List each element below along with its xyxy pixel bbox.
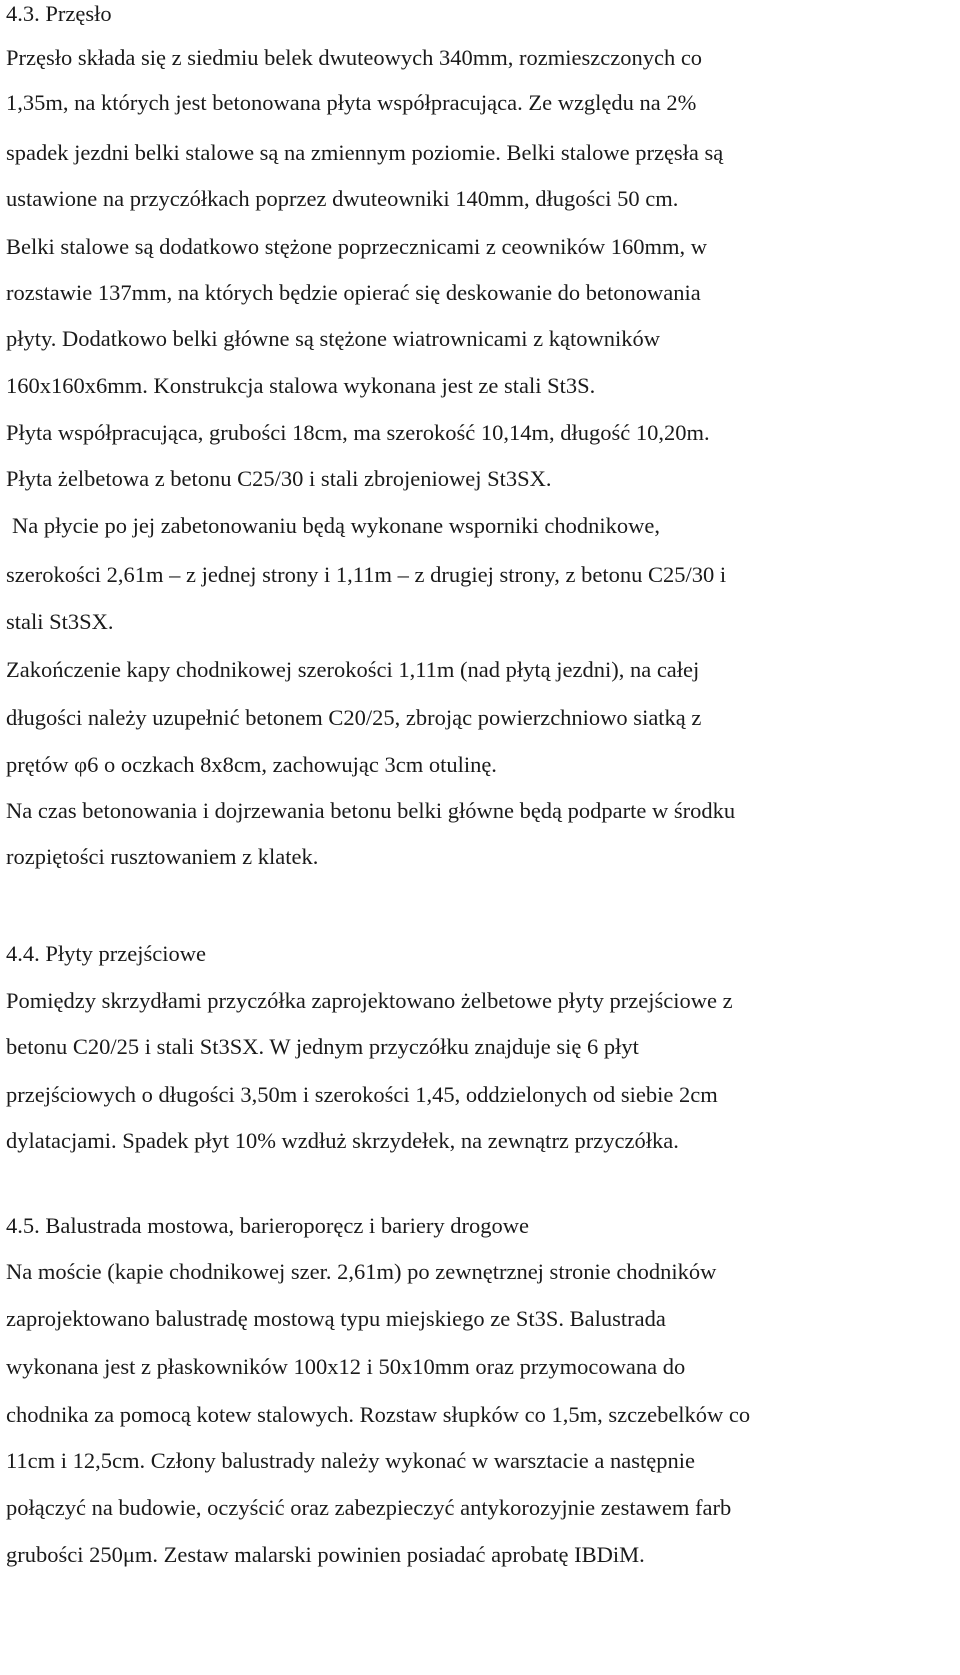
text-line: Przęsło składa się z siedmiu belek dwuteowych 340mm, rozmieszczonych co (6, 45, 703, 70)
text-line: dylatacjami. Spadek płyt 10% wzdłuż skrzydełek, na zewnątrz przyczółka. (6, 1128, 679, 1153)
text-line: Na czas betonowania i dojrzewania betonu belki główne będą podparte w środku (6, 798, 736, 823)
text-line: Płyta żelbetowa z betonu C25/30 i stali zbrojeniowej St3SX. (6, 466, 552, 491)
text-line: połączyć na budowie, oczyścić oraz zabezpieczyć antykorozyjnie zestawem farb (6, 1495, 732, 1520)
text-line: Belki stalowe są dodatkowo stężone poprzecznicami z ceowników 160mm, w (6, 234, 708, 259)
text-line: prętów φ6 o oczkach 8x8cm, zachowując 3cm otulinę. (6, 752, 497, 777)
text-line: 160x160x6mm. Konstrukcja stalowa wykonana jest ze stali St3S. (6, 373, 596, 398)
text-line: spadek jezdni belki stalowe są na zmiennym poziomie. Belki stalowe przęsła są (6, 140, 724, 165)
text-line: wykonana jest z płaskowników 100x12 i 50x10mm oraz przymocowana do (6, 1354, 686, 1379)
section-heading-4-4: 4.4. Płyty przejściowe (6, 941, 206, 966)
text-line: przejściowych o długości 3,50m i szerokości 1,45, oddzielonych od siebie 2cm (6, 1082, 718, 1107)
text-line: ustawione na przyczółkach poprzez dwuteowniki 140mm, długości 50 cm. (6, 186, 679, 211)
section-heading-4-5: 4.5. Balustrada mostowa, barieroporęcz i bariery drogowe (6, 1213, 529, 1238)
text-line: chodnika za pomocą kotew stalowych. Rozstaw słupków co 1,5m, szczebelków co (6, 1402, 751, 1427)
text-line: rozstawie 137mm, na których będzie opierać się deskowanie do betonowania (6, 280, 701, 305)
text-line: Płyta współpracująca, grubości 18cm, ma szerokość 10,14m, długość 10,20m. (6, 420, 710, 445)
text-line: Pomiędzy skrzydłami przyczółka zaprojektowano żelbetowe płyty przejściowe z (6, 988, 733, 1013)
text-line: szerokości 2,61m – z jednej strony i 1,11m – z drugiej strony, z betonu C25/30 i (6, 562, 727, 587)
text-line: betonu C20/25 i stali St3SX. W jednym przyczółku znajduje się 6 płyt (6, 1034, 639, 1059)
section-heading-4-3: 4.3. Przęsło (6, 1, 112, 26)
text-line: rozpiętości rusztowaniem z klatek. (6, 844, 319, 869)
text-line: zaprojektowano balustradę mostową typu miejskiego ze St3S. Balustrada (6, 1306, 666, 1331)
text-line: Na moście (kapie chodnikowej szer. 2,61m) po zewnętrznej stronie chodników (6, 1259, 717, 1284)
text-line: Zakończenie kapy chodnikowej szerokości 1,11m (nad płytą jezdni), na całej (6, 657, 700, 682)
text-line: 11cm i 12,5cm. Człony balustrady należy wykonać w warsztacie a następnie (6, 1448, 695, 1473)
text-line: stali St3SX. (6, 609, 114, 634)
text-line: długości należy uzupełnić betonem C20/25, zbrojąc powierzchniowo siatką z (6, 705, 702, 730)
text-line: Na płycie po jej zabetonowaniu będą wykonane wsporniki chodnikowe, (12, 513, 660, 538)
text-line: 1,35m, na których jest betonowana płyta współpracująca. Ze względu na 2% (6, 90, 697, 115)
text-line: płyty. Dodatkowo belki główne są stężone wiatrownicami z kątowników (6, 326, 661, 351)
text-line: grubości 250μm. Zestaw malarski powinien posiadać aprobatę IBDiM. (6, 1542, 645, 1567)
